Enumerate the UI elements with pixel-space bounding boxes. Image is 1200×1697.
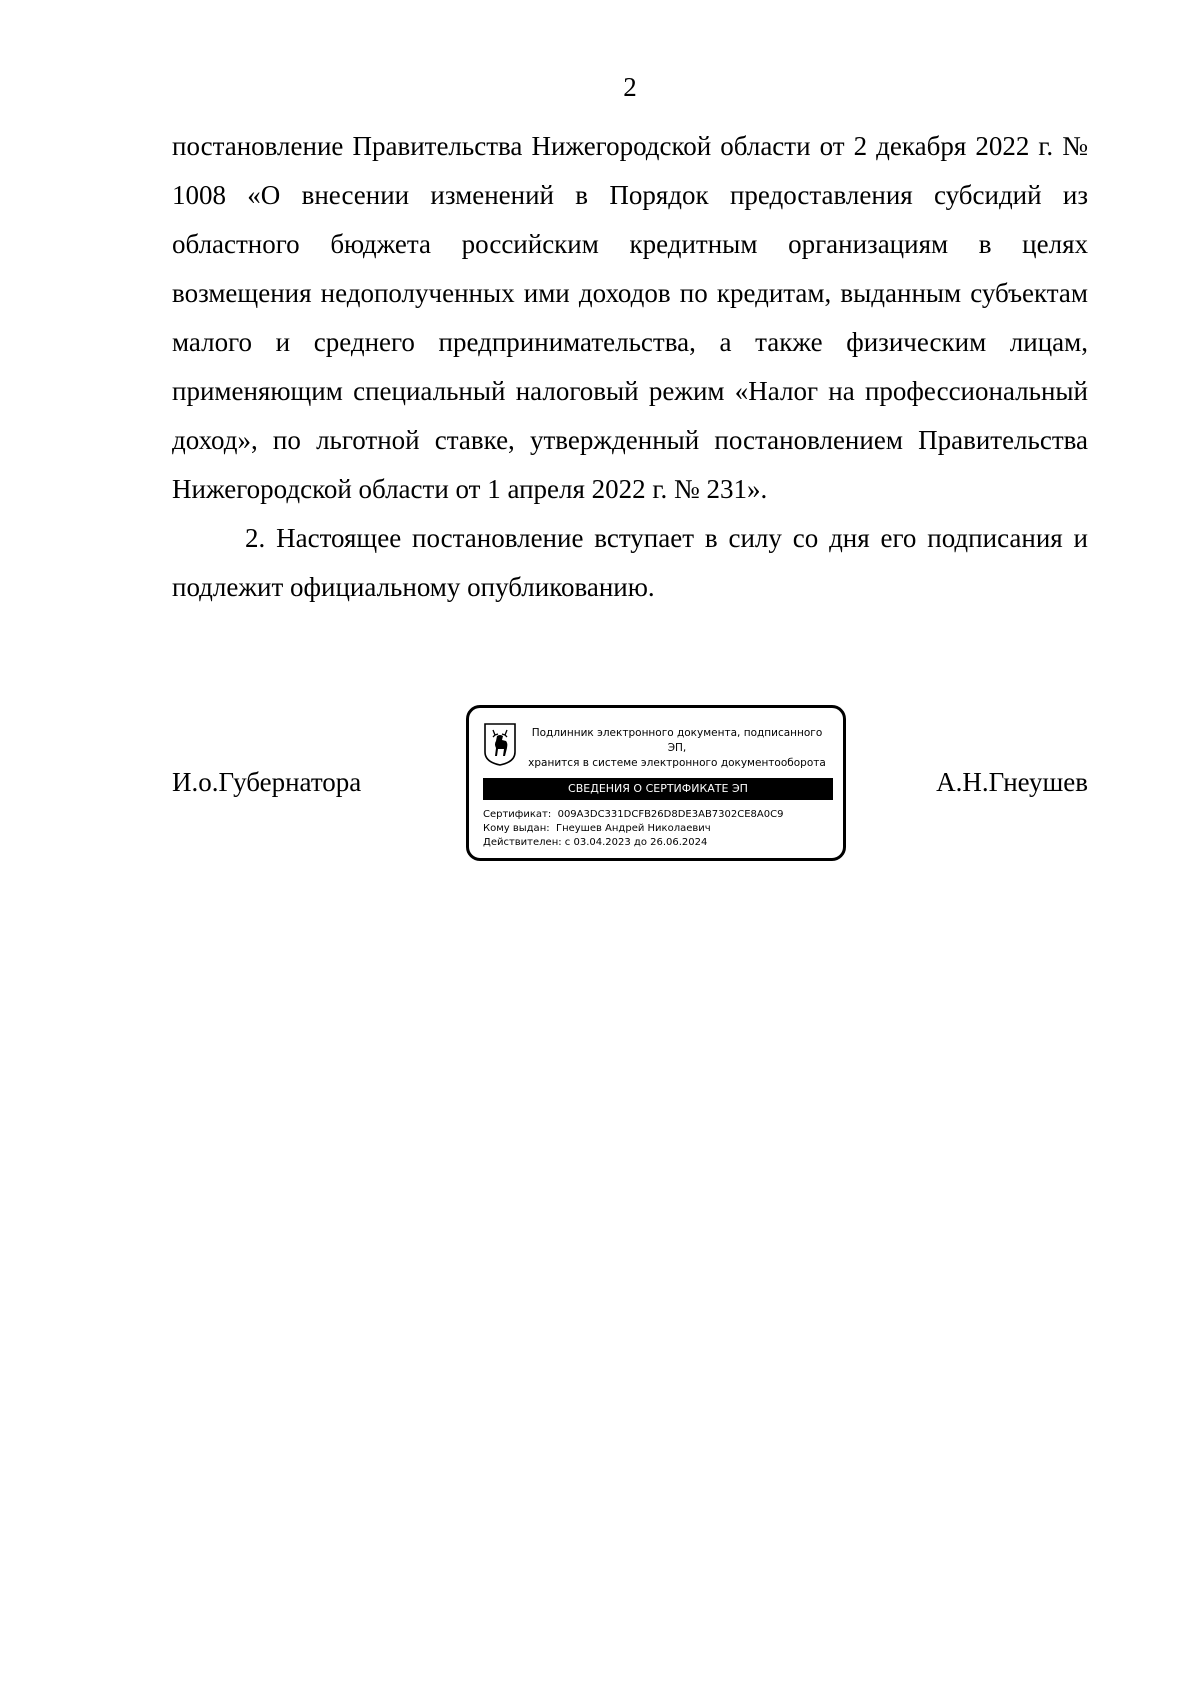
signer-position: И.о.Губернатора — [172, 767, 362, 797]
certificate-label: Сертификат: — [483, 809, 552, 820]
stamp-header-line-2: хранится в системе электронного документооборота — [528, 757, 826, 769]
issued-to-label: Кому выдан: — [483, 823, 550, 834]
certificate-info-bar: СВЕДЕНИЯ О СЕРТИФИКАТЕ ЭП — [483, 778, 833, 800]
deer-emblem-icon — [483, 722, 517, 766]
validity-row — [483, 836, 835, 850]
stamp-header-line-1: Подлинник электронного документа, подписанного ЭП, — [531, 727, 823, 754]
validity-label: Действителен: — [483, 837, 562, 848]
paragraph-continued: постановление Правительства Нижегородской области от 2 декабря 2022 г. № 1008 «О внесении изменений в Порядок предоставления субсидий из областного бюджета российским кредитным организациям в целях возмещения недополученных ими доходов по кредитам, выданным субъектам малого и среднего предпринимательства, а также физическим лицам, применяющим специальный налоговый режим «Налог на профессиональный доход», по льготной ставке, утвержденный постановлением Правительства Нижегородской области от 1 апреля 2022 г. № 231». — [172, 131, 1088, 504]
stamp-header — [483, 722, 833, 772]
stamp-header-text — [521, 726, 833, 771]
paragraph-2: 2. Настоящее постановление вступает в силу со дня его подписания и подлежит официальному опубликованию. — [172, 523, 1088, 602]
certificate-details — [483, 808, 835, 850]
page-number: 2 — [623, 72, 637, 102]
signature-block — [172, 705, 1088, 865]
certificate-value: 009A3DC331DCFB26D8DE3AB7302CE8A0C9 — [557, 809, 784, 820]
issued-to-row — [483, 822, 835, 836]
issued-to-value: Гнеушев Андрей Николаевич — [555, 823, 711, 834]
electronic-signature-stamp — [466, 705, 846, 861]
certificate-row — [483, 808, 835, 822]
signer-name: А.Н.Гнеушев — [936, 767, 1088, 797]
validity-value: с 03.04.2023 до 26.06.2024 — [564, 837, 708, 848]
document-body — [172, 122, 1088, 612]
